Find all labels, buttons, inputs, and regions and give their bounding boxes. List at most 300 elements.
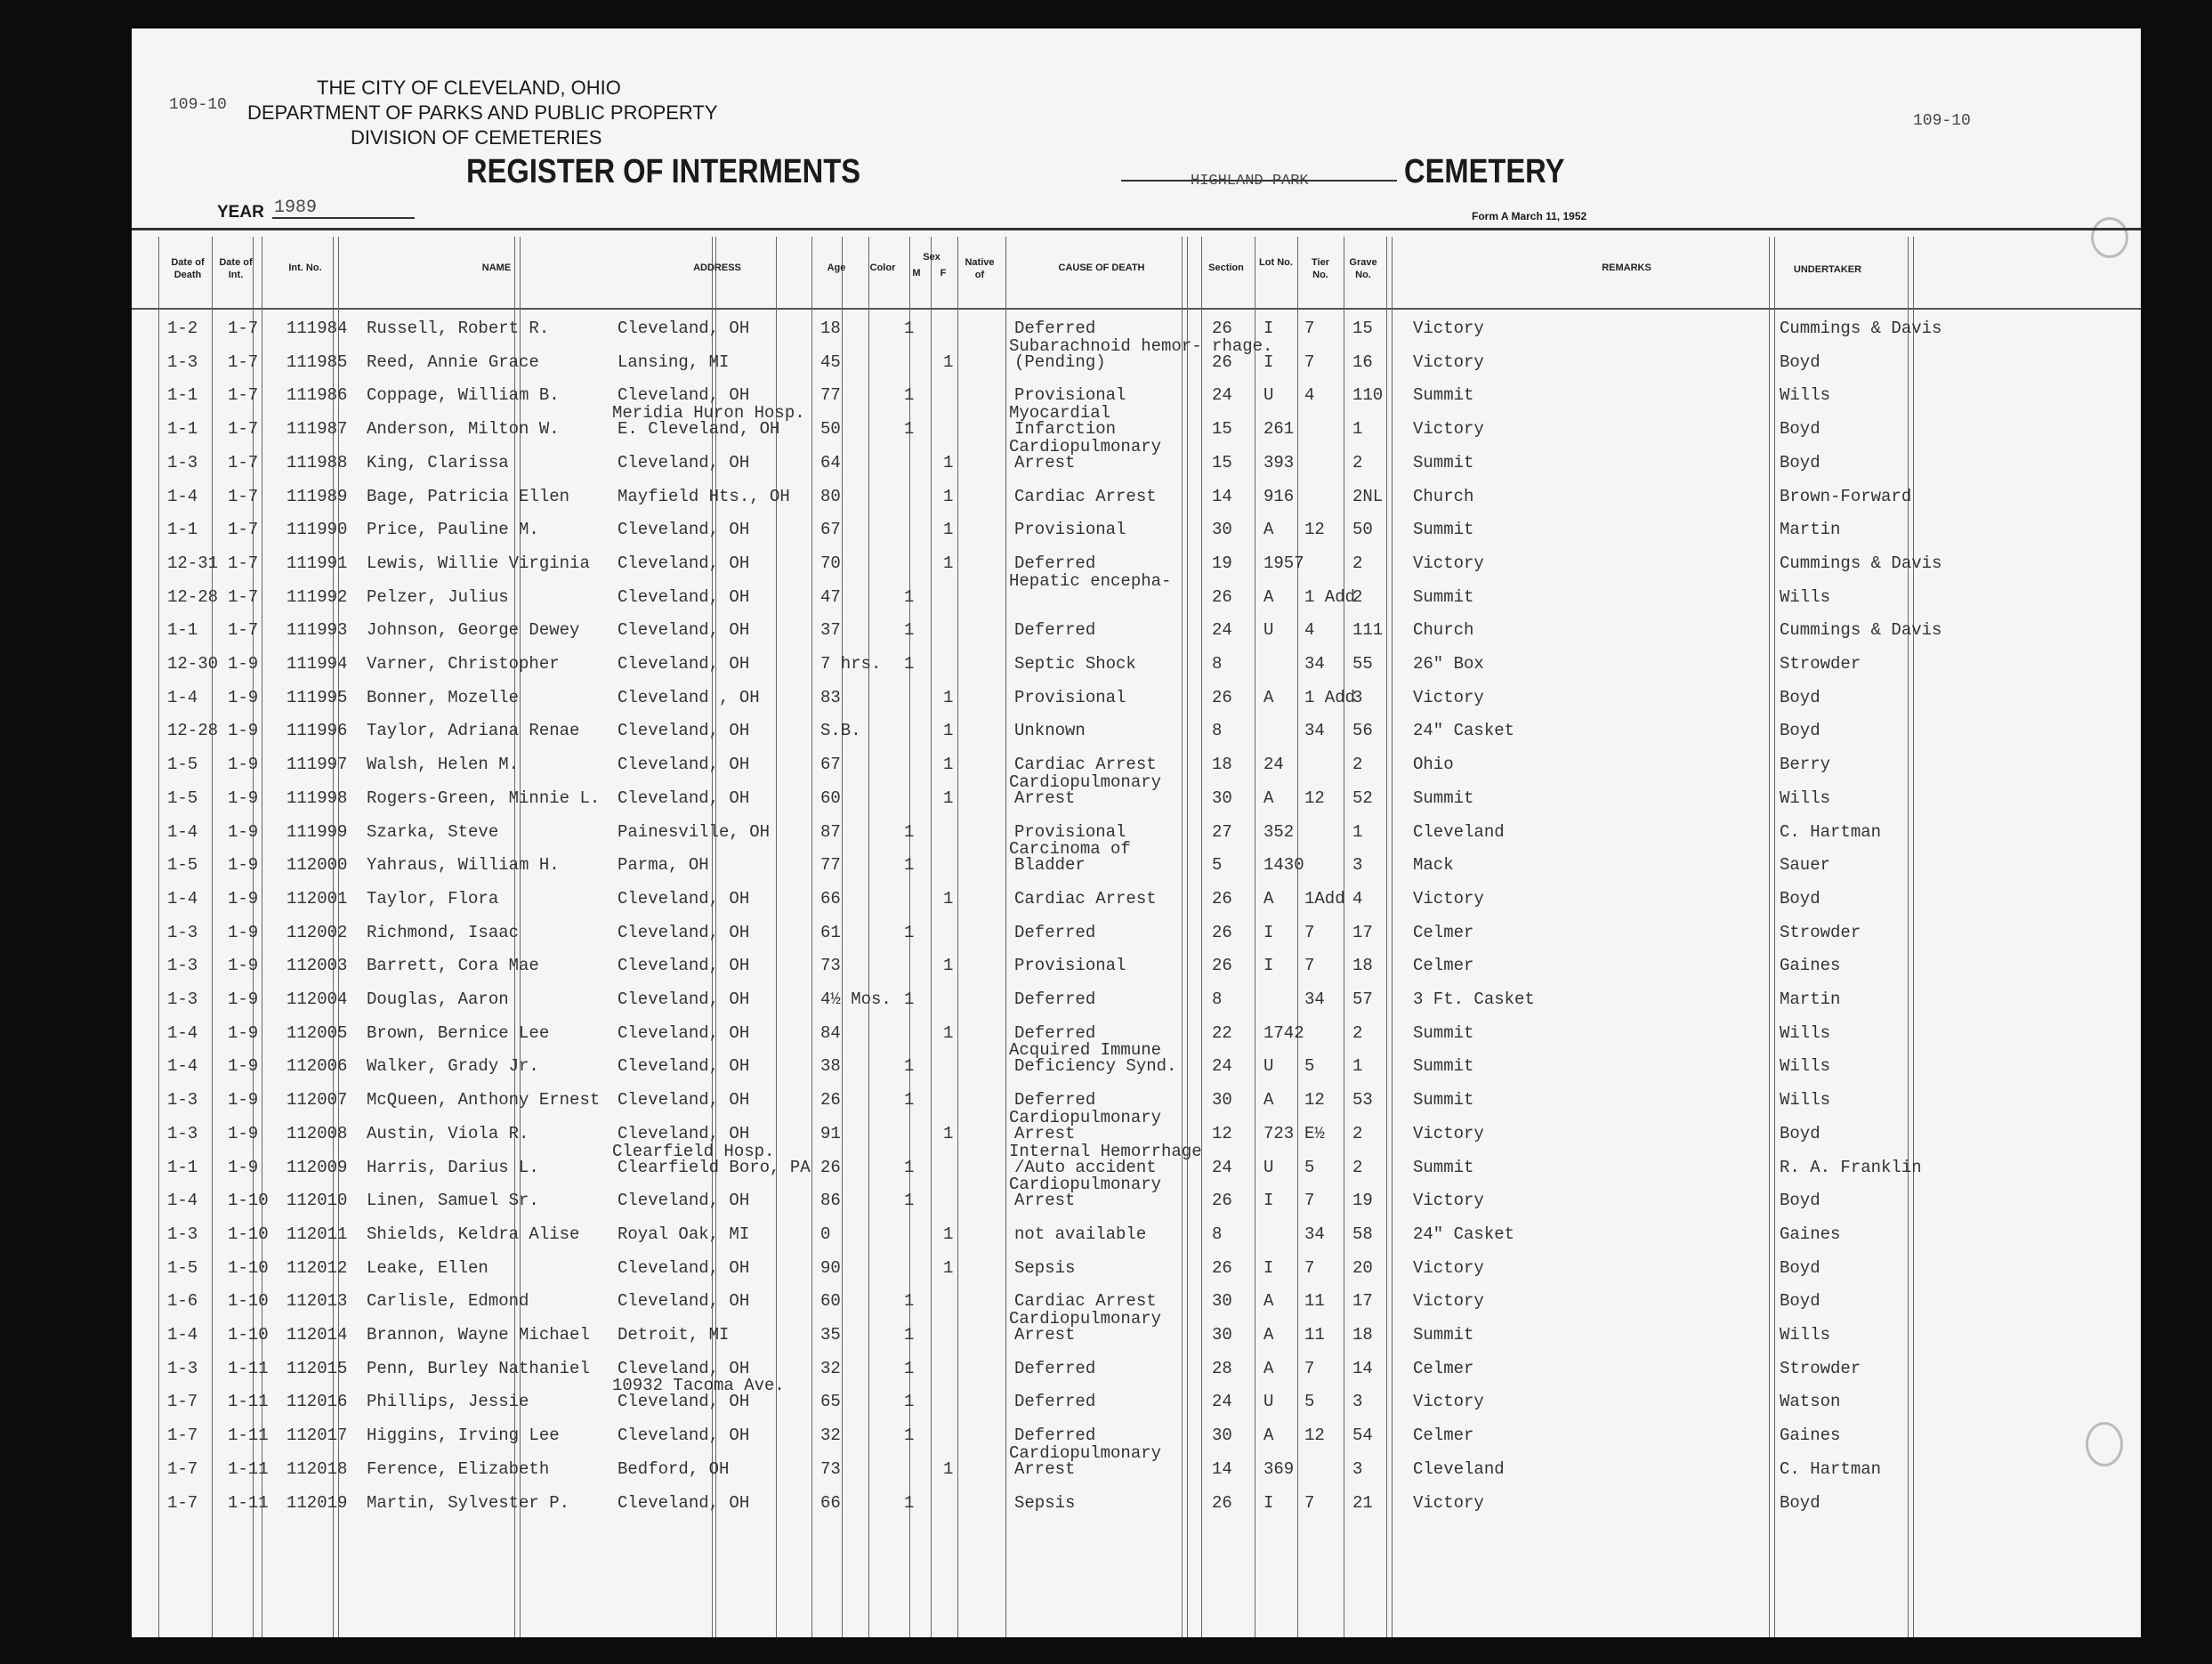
deceased-name-cell: Szarka, Steve [367,822,499,842]
tier-number-cell: 7 [1304,319,1315,338]
grave-number-cell: 2 [1352,1124,1363,1143]
lot-number-cell: 261 [1263,419,1295,439]
address-cell: Cleveland, OH [618,385,750,405]
address-cell: Painesville, OH [618,822,771,842]
age-cell: 87 [820,822,841,842]
undertaker-cell: C. Hartman [1780,822,1882,842]
section-cell: 30 [1212,788,1232,808]
age-cell: 83 [820,688,841,707]
section-cell: 26 [1212,319,1232,338]
date-of-interment-cell: 1-7 [228,487,259,506]
remarks-cell: 24" Casket [1413,1224,1515,1244]
col-header-undertaker: UNDERTAKER [1793,264,1862,275]
col-header-cause-of-death: CAUSE OF DEATH [1058,263,1145,273]
remarks-cell: Victory [1413,553,1484,573]
undertaker-cell: Cummings & Davis [1780,319,1942,338]
interment-number-cell: 112019 [287,1493,348,1513]
lot-number-cell: U [1263,385,1274,405]
date-of-death-cell: 12-30 [167,654,219,674]
lot-number-cell: A [1263,1325,1274,1345]
date-of-interment-cell: 1-9 [228,1090,259,1110]
cause-of-death-cell: Deficiency Synd. [1014,1056,1177,1076]
cause-of-death-extra-cell: Internal Hemorrhage [1009,1142,1202,1161]
address-cell: Cleveland, OH [618,721,750,740]
date-of-interment-cell: 1-9 [228,855,259,875]
date-of-interment-cell: 1-11 [228,1459,269,1479]
address-cell: Cleveland, OH [618,453,750,473]
date-of-interment-cell: 1-9 [228,990,259,1009]
date-of-death-cell: 1-3 [167,352,198,372]
lot-number-cell: A [1263,1291,1274,1311]
lot-number-cell: 723 [1263,1124,1295,1143]
remarks-cell: Cleveland [1413,1459,1505,1479]
date-of-death-cell: 1-1 [167,419,198,439]
section-cell: 26 [1212,352,1232,372]
date-of-interment-cell: 1-9 [228,788,259,808]
undertaker-cell: Cummings & Davis [1780,553,1942,573]
cause-of-death-extra-cell: Cardiopulmonary [1009,1175,1162,1194]
remarks-cell: Mack [1413,855,1454,875]
tier-number-cell: 4 [1304,620,1315,640]
date-of-death-cell: 1-5 [167,855,198,875]
grave-number-cell: 3 [1352,688,1363,707]
grave-number-cell: 21 [1352,1493,1373,1513]
age-cell: 47 [820,587,841,607]
remarks-cell: 26" Box [1413,654,1484,674]
undertaker-cell: Boyd [1780,419,1820,439]
sex-male-cell: 1 [904,1325,915,1345]
sex-female-cell: 1 [943,553,954,573]
date-of-death-cell: 12-31 [167,553,219,573]
age-cell: 91 [820,1124,841,1143]
cause-of-death-cell: Provisional [1014,520,1126,539]
table-top-rule [132,228,2141,230]
division-line: DIVISION OF CEMETERIES [351,126,602,149]
deceased-name-cell: Austin, Viola R. [367,1124,529,1143]
column-rule [1908,237,1909,1637]
deceased-name-cell: Higgins, Irving Lee [367,1426,560,1445]
deceased-name-cell: Bage, Patricia Ellen [367,487,570,506]
lot-number-cell: 352 [1263,822,1295,842]
lot-number-cell: I [1263,1191,1274,1210]
section-cell: 18 [1212,755,1232,774]
remarks-cell: Celmer [1413,956,1474,975]
address-cell: Cleveland, OH [618,1426,750,1445]
address-cell: Cleveland, OH [618,520,750,539]
sex-female-cell: 1 [943,352,954,372]
sex-male-cell: 1 [904,654,915,674]
deceased-name-cell: Varner, Christopher [367,654,560,674]
age-cell: 66 [820,1493,841,1513]
address-cell: Lansing, MI [618,352,730,372]
remarks-cell: Summit [1413,1023,1474,1043]
address-extra-cell: Meridia Huron Hosp. [612,403,805,423]
deceased-name-cell: Lewis, Willie Virginia [367,553,590,573]
column-rule [1774,237,1775,1637]
cause-of-death-extra-cell: Hepatic encepha- [1009,571,1172,591]
undertaker-cell: Cummings & Davis [1780,620,1942,640]
interment-number-cell: 111990 [287,520,348,539]
address-cell: Cleveland, OH [618,1023,750,1043]
section-cell: 8 [1212,721,1223,740]
deceased-name-cell: Rogers-Green, Minnie L. [367,788,601,808]
cause-of-death-cell: Arrest [1014,453,1076,473]
cause-of-death-cell: (Pending) [1014,352,1106,372]
date-of-death-cell: 1-3 [167,1224,198,1244]
cause-of-death-cell: Cardiac Arrest [1014,1291,1157,1311]
section-cell: 24 [1212,1158,1232,1177]
section-cell: 26 [1212,923,1232,942]
tier-number-cell: 7 [1304,956,1315,975]
age-cell: 50 [820,419,841,439]
cause-of-death-cell: Provisional [1014,956,1126,975]
undertaker-cell: Wills [1780,1023,1831,1043]
lot-number-cell: I [1263,956,1274,975]
address-cell: Cleveland, OH [618,1258,750,1278]
remarks-cell: 24" Casket [1413,721,1515,740]
date-of-death-cell: 1-3 [167,1359,198,1378]
undertaker-cell: Boyd [1780,1291,1820,1311]
date-of-interment-cell: 1-7 [228,587,259,607]
date-of-interment-cell: 1-9 [228,721,259,740]
age-cell: 80 [820,487,841,506]
lot-number-cell: I [1263,923,1274,942]
age-cell: 35 [820,1325,841,1345]
date-of-death-cell: 1-1 [167,520,198,539]
date-of-interment-cell: 1-9 [228,956,259,975]
sex-male-cell: 1 [904,385,915,405]
address-cell: E. Cleveland, OH [618,419,780,439]
date-of-interment-cell: 1-10 [228,1224,269,1244]
date-of-interment-cell: 1-11 [228,1392,269,1411]
deceased-name-cell: Brown, Bernice Lee [367,1023,550,1043]
lot-number-cell: 24 [1263,755,1284,774]
grave-number-cell: 2NL [1352,487,1384,506]
sex-female-cell: 1 [943,755,954,774]
tier-number-cell: E½ [1304,1124,1325,1143]
deceased-name-cell: Carlisle, Edmond [367,1291,529,1311]
date-of-interment-cell: 1-7 [228,385,259,405]
cause-of-death-extra-cell: Acquired Immune [1009,1040,1162,1060]
date-of-interment-cell: 1-9 [228,688,259,707]
cause-of-death-cell: Deferred [1014,1426,1096,1445]
cause-of-death-cell: Deferred [1014,1090,1096,1110]
undertaker-cell: Wills [1780,1056,1831,1076]
cause-of-death-cell: Bladder [1014,855,1086,875]
date-of-interment-cell: 1-7 [228,453,259,473]
deceased-name-cell: Phillips, Jessie [367,1392,529,1411]
deceased-name-cell: Anderson, Milton W. [367,419,560,439]
sex-female-cell: 1 [943,956,954,975]
interment-number-cell: 111986 [287,385,348,405]
grave-number-cell: 1 [1352,419,1363,439]
age-cell: 4½ Mos. [820,990,892,1009]
age-cell: 84 [820,1023,841,1043]
column-rule [1913,237,1914,1637]
cause-of-death-cell: Arrest [1014,1459,1076,1479]
col-header-grave-no: Grave No. [1349,257,1377,280]
interment-number-cell: 112008 [287,1124,348,1143]
deceased-name-cell: Shields, Keldra Alise [367,1224,580,1244]
lot-number-cell: A [1263,788,1274,808]
remarks-cell: Cleveland [1413,822,1505,842]
tier-number-cell: 5 [1304,1392,1315,1411]
sex-male-cell: 1 [904,419,915,439]
age-cell: 7 hrs. [820,654,882,674]
undertaker-cell: Boyd [1780,1124,1820,1143]
date-of-death-cell: 12-28 [167,721,219,740]
address-cell: Cleveland, OH [618,1056,750,1076]
address-cell: Cleveland, OH [618,620,750,640]
col-header-int-no: Int. No. [288,263,322,273]
sex-male-cell: 1 [904,587,915,607]
column-rule [1769,237,1770,1637]
section-cell: 24 [1212,385,1232,405]
cause-of-death-cell: /Auto accident [1014,1158,1157,1177]
col-header-section: Section [1208,263,1244,273]
tier-number-cell: 34 [1304,1224,1325,1244]
date-of-interment-cell: 1-11 [228,1359,269,1378]
grave-number-cell: 53 [1352,1090,1373,1110]
remarks-cell: 3 Ft. Casket [1413,990,1535,1009]
cause-of-death-cell: Deferred [1014,553,1096,573]
section-cell: 26 [1212,956,1232,975]
date-of-death-cell: 1-4 [167,1023,198,1043]
sex-male-cell: 1 [904,990,915,1009]
deceased-name-cell: Ference, Elizabeth [367,1459,550,1479]
deceased-name-cell: Walsh, Helen M. [367,755,520,774]
deceased-name-cell: McQueen, Anthony Ernest [367,1090,601,1110]
cause-of-death-extra-cell: Subarachnoid hemor- rhage. [1009,336,1273,356]
address-cell: Cleveland, OH [618,755,750,774]
date-of-death-cell: 1-7 [167,1459,198,1479]
tier-number-cell: 12 [1304,1426,1325,1445]
register-page [132,28,2141,1637]
column-rule [842,237,843,1637]
cause-of-death-cell: Arrest [1014,1124,1076,1143]
deceased-name-cell: Walker, Grady Jr. [367,1056,539,1076]
age-cell: 45 [820,352,841,372]
tier-number-cell: 12 [1304,1090,1325,1110]
address-cell: Mayfield Hts., OH [618,487,790,506]
lot-number-cell: 1957 [1263,553,1304,573]
date-of-interment-cell: 1-10 [228,1258,269,1278]
section-cell: 30 [1212,1426,1232,1445]
date-of-interment-cell: 1-7 [228,520,259,539]
address-cell: Cleveland, OH [618,1191,750,1210]
interment-number-cell: 111996 [287,721,348,740]
interment-number-cell: 112001 [287,889,348,909]
section-cell: 12 [1212,1124,1232,1143]
date-of-interment-cell: 1-10 [228,1291,269,1311]
interment-number-cell: 112009 [287,1158,348,1177]
lot-number-cell: A [1263,688,1274,707]
remarks-cell: Church [1413,620,1474,640]
section-cell: 27 [1212,822,1232,842]
undertaker-cell: Strowder [1780,923,1861,942]
cause-of-death-cell: Cardiac Arrest [1014,487,1157,506]
sex-male-cell: 1 [904,1392,915,1411]
column-rule [776,237,777,1637]
grave-number-cell: 15 [1352,319,1373,338]
undertaker-cell: Wills [1780,1090,1831,1110]
age-cell: 60 [820,1291,841,1311]
section-cell: 8 [1212,654,1223,674]
grave-number-cell: 16 [1352,352,1373,372]
remarks-cell: Ohio [1413,755,1454,774]
date-of-death-cell: 1-7 [167,1392,198,1411]
year-value: 1989 [274,198,318,218]
interment-number-cell: 112011 [287,1224,348,1244]
date-of-death-cell: 1-7 [167,1493,198,1513]
tier-number-cell: 34 [1304,721,1325,740]
col-header-remarks: REMARKS [1602,263,1651,273]
sex-female-cell: 1 [943,453,954,473]
cause-of-death-cell: Provisional [1014,385,1126,405]
cause-of-death-extra-cell: Cardiopulmonary [1009,772,1162,792]
cause-of-death-cell: Deferred [1014,319,1096,338]
sex-male-cell: 1 [904,1291,915,1311]
cause-of-death-cell: Deferred [1014,1392,1096,1411]
tier-number-cell: 1Add [1304,889,1345,909]
interment-number-cell: 111995 [287,688,348,707]
sex-male-cell: 1 [904,1090,915,1110]
address-cell: Detroit, MI [618,1325,730,1345]
interment-number-cell: 112007 [287,1090,348,1110]
grave-number-cell: 18 [1352,956,1373,975]
date-of-interment-cell: 1-7 [228,419,259,439]
age-cell: 73 [820,956,841,975]
age-cell: 64 [820,453,841,473]
grave-number-cell: 1 [1352,822,1363,842]
grave-number-cell: 2 [1352,1023,1363,1043]
undertaker-cell: Brown-Forward [1780,487,1912,506]
interment-number-cell: 111988 [287,453,348,473]
undertaker-cell: Martin [1780,520,1841,539]
deceased-name-cell: Yahraus, William H. [367,855,560,875]
cause-of-death-extra-cell: Cardiopulmonary [1009,437,1162,456]
deceased-name-cell: Barrett, Cora Mae [367,956,539,975]
undertaker-cell: Strowder [1780,1359,1861,1378]
lot-number-cell: A [1263,1426,1274,1445]
date-of-death-cell: 1-4 [167,487,198,506]
undertaker-cell: Gaines [1780,1426,1841,1445]
remarks-cell: Victory [1413,419,1484,439]
remarks-cell: Celmer [1413,1426,1474,1445]
cause-of-death-cell: Deferred [1014,990,1096,1009]
grave-number-cell: 111 [1352,620,1384,640]
lot-number-cell: 369 [1263,1459,1295,1479]
address-cell: Cleveland, OH [618,923,750,942]
sex-female-cell: 1 [943,1459,954,1479]
interment-number-cell: 112003 [287,956,348,975]
address-cell: Clearfield Boro, PA [618,1158,811,1177]
remarks-cell: Victory [1413,319,1484,338]
tier-number-cell: 1 Add [1304,688,1356,707]
sex-male-cell: 1 [904,1359,915,1378]
lot-number-cell: A [1263,520,1274,539]
date-of-death-cell: 1-3 [167,990,198,1009]
interment-number-cell: 112017 [287,1426,348,1445]
deceased-name-cell: Price, Pauline M. [367,520,539,539]
sex-male-cell: 1 [904,1426,915,1445]
col-header-lot-no: Lot No. [1259,257,1293,268]
age-cell: 18 [820,319,841,338]
col-header-sex: Sex [923,252,941,263]
grave-number-cell: 56 [1352,721,1373,740]
cause-of-death-cell: not available [1014,1224,1147,1244]
undertaker-cell: Gaines [1780,956,1841,975]
sex-female-cell: 1 [943,520,954,539]
remarks-cell: Summit [1413,788,1474,808]
remarks-cell: Summit [1413,1056,1474,1076]
age-cell: 70 [820,553,841,573]
age-cell: S.B. [820,721,861,740]
interment-number-cell: 112013 [287,1291,348,1311]
lot-number-cell: U [1263,1158,1274,1177]
tier-number-cell: 11 [1304,1291,1325,1311]
grave-number-cell: 58 [1352,1224,1373,1244]
date-of-interment-cell: 1-10 [228,1191,269,1210]
column-rule [1182,237,1183,1637]
remarks-cell: Summit [1413,385,1474,405]
interment-number-cell: 111985 [287,352,348,372]
section-cell: 30 [1212,1291,1232,1311]
interment-number-cell: 112002 [287,923,348,942]
address-cell: Cleveland, OH [618,788,750,808]
age-cell: 77 [820,385,841,405]
tier-number-cell: 34 [1304,654,1325,674]
deceased-name-cell: Linen, Samuel Sr. [367,1191,539,1210]
date-of-death-cell: 1-3 [167,453,198,473]
grave-number-cell: 20 [1352,1258,1373,1278]
age-cell: 32 [820,1359,841,1378]
date-of-death-cell: 1-4 [167,822,198,842]
col-header-tier-no: Tier No. [1312,257,1329,280]
date-of-interment-cell: 1-7 [228,352,259,372]
col-header-date-of-int: Date of Int. [219,257,253,280]
tier-number-cell: 12 [1304,788,1325,808]
age-cell: 26 [820,1090,841,1110]
remarks-cell: Summit [1413,453,1474,473]
grave-number-cell: 57 [1352,990,1373,1009]
age-cell: 67 [820,755,841,774]
undertaker-cell: Boyd [1780,889,1820,909]
deceased-name-cell: Russell, Robert R. [367,319,550,338]
age-cell: 86 [820,1191,841,1210]
tier-number-cell: 7 [1304,923,1315,942]
lot-number-cell: 1430 [1263,855,1304,875]
section-cell: 5 [1212,855,1223,875]
remarks-cell: Summit [1413,520,1474,539]
sex-female-cell: 1 [943,1224,954,1244]
tier-number-cell: 7 [1304,1493,1315,1513]
grave-number-cell: 17 [1352,923,1373,942]
lot-number-cell: 916 [1263,487,1295,506]
age-cell: 60 [820,788,841,808]
address-cell: Cleveland , OH [618,688,760,707]
section-cell: 28 [1212,1359,1232,1378]
age-cell: 26 [820,1158,841,1177]
tier-number-cell: 7 [1304,1359,1315,1378]
grave-number-cell: 2 [1352,453,1363,473]
date-of-death-cell: 12-28 [167,587,219,607]
undertaker-cell: Wills [1780,385,1831,405]
lot-number-cell: 393 [1263,453,1295,473]
interment-number-cell: 112005 [287,1023,348,1043]
grave-number-cell: 14 [1352,1359,1373,1378]
date-of-interment-cell: 1-9 [228,1056,259,1076]
